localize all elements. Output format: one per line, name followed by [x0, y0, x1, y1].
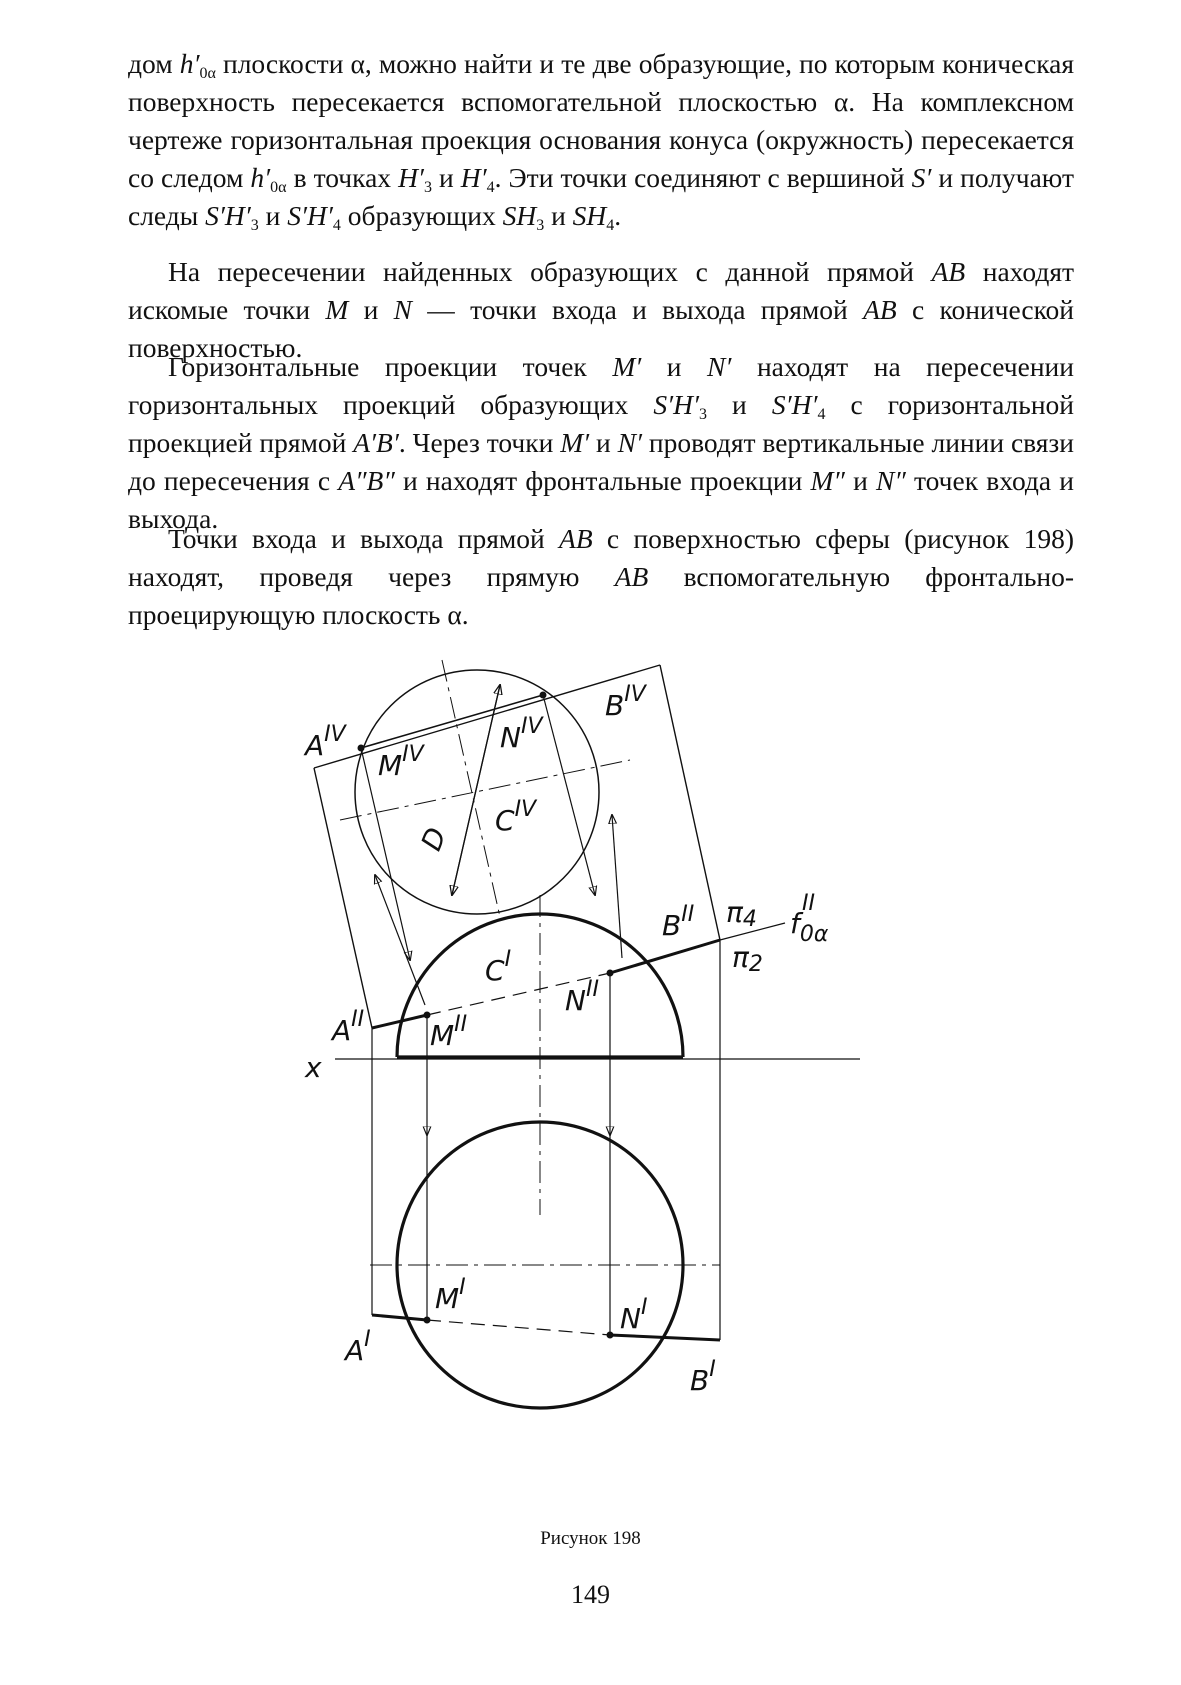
label-pi2: π2	[732, 941, 763, 977]
line-ab-horiz-solid1	[372, 1315, 427, 1320]
page-number: 149	[571, 1580, 610, 1609]
connector-n-down	[543, 695, 595, 895]
pi4-right-edge	[660, 665, 720, 940]
label-b1: $B^I$	[690, 1357, 716, 1397]
label-m4: $M^{IV}$	[378, 742, 424, 782]
label-n2: $N^{II}$	[565, 977, 599, 1017]
label-c2: $C^I$	[485, 947, 512, 987]
label-diameter-d: D	[414, 822, 454, 856]
label-n4: $N^{IV}$	[500, 714, 543, 754]
line-ab-horiz-dashed	[427, 1320, 610, 1335]
figure-caption: Рисунок 198	[540, 1528, 641, 1549]
label-m1: $M^I$	[435, 1275, 466, 1315]
paragraph-2: На пересечении найденных образующих с данной прямой AB находят искомые точки M и N — точки входа и выхода прямой AB с конической поверхностью.	[128, 256, 1074, 363]
label-b4: $B^{IV}$	[605, 682, 646, 722]
label-c4: $C^{IV}$	[495, 797, 537, 837]
paragraph-3: Горизонтальные проекции точек M′ и N′ находят на пересечении горизонтальных проекций образующих $S'H'_3$ и $S'H'_4$ с горизонтальной проекцией прямой A′B′. Через точки M′ и N′ проводят вертикальные линии связи до пересечения с A″B″ и находят фронтальные проекции M″ и N″ точек входа и выхода.	[128, 351, 1075, 534]
label-a2: $A^{II}$	[332, 1007, 365, 1047]
label-a1: $A^I$	[345, 1327, 371, 1367]
label-n1: $N^I$	[620, 1295, 648, 1335]
sphere-aux-circle	[355, 670, 599, 914]
label-pi4: π4	[726, 896, 757, 932]
label-b2: $B^{II}$	[662, 902, 695, 942]
label-m2: $M^{II}$	[430, 1012, 468, 1052]
label-f0a: $f_{0\alpha}$	[790, 907, 829, 947]
paragraph-4: Точки входа и выхода прямой AB с поверхностью сферы (рисунок 198) находят, проведя через прямую AB вспомогательную фронтально-проецирующую плоскость α.	[128, 523, 1074, 630]
figure-198-drawing	[300, 682, 900, 1525]
paragraph-1: дом $h'_{0\alpha}$ плоскости α, можно найти и те две образующие, по которым коническая поверхность пересекается вспомогательной плоскостью α. На комплексном чертеже горизонтальная проекция основания конуса (окружность) пересекается со следом $h'_{0\alpha}$ в точках $H'_3$ и $H'_4$. Эти точки соединяют с вершиной S′ и получают следы $S'H'_3$ и $S'H'_4$ образующих $SH_3$ и $SH_4$.	[128, 48, 1075, 234]
label-x-axis: x	[305, 1051, 322, 1084]
diameter-arrow-2	[452, 685, 500, 895]
label-a4: $A^{IV}$	[305, 722, 346, 762]
label-f0a-sup: II	[802, 891, 815, 916]
pi4-left-edge	[314, 768, 372, 1028]
